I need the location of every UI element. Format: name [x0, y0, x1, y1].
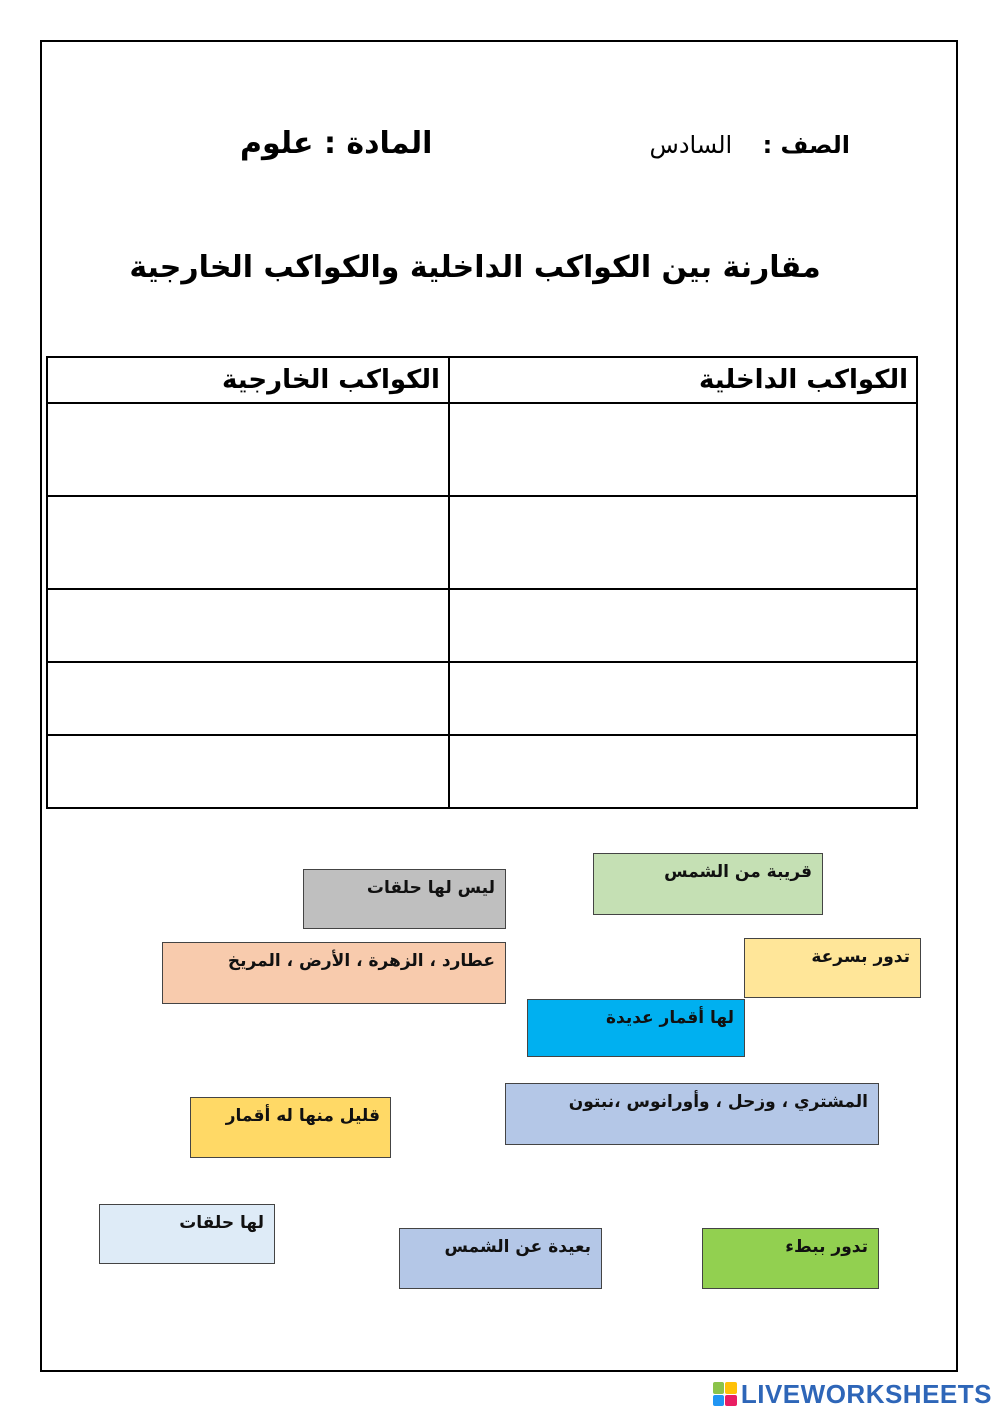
table-row	[47, 589, 917, 662]
grade-value: السادس	[649, 131, 733, 159]
drop-cell-inner[interactable]	[449, 589, 917, 662]
grade-line	[650, 131, 850, 159]
drag-card-close-to-sun[interactable]: قريبة من الشمس	[593, 853, 823, 915]
drag-card-no-rings[interactable]: ليس لها حلقات	[303, 869, 506, 929]
table-row	[47, 496, 917, 589]
drop-cell-outer[interactable]	[47, 662, 449, 735]
subject-line: المادة : علوم	[240, 126, 433, 161]
page-title: مقارنة بين الكواكب الداخلية والكواكب الخارجية	[129, 250, 821, 285]
grade-label: الصف :	[762, 131, 850, 159]
drop-cell-inner[interactable]	[449, 403, 917, 496]
drop-cell-outer[interactable]	[47, 735, 449, 808]
drag-card-rotate-fast[interactable]: تدور بسرعة	[744, 938, 921, 998]
liveworksheets-logo-icon	[713, 1382, 737, 1406]
drop-cell-outer[interactable]	[47, 589, 449, 662]
drop-cell-inner[interactable]	[449, 662, 917, 735]
drag-card-few-moons[interactable]: قليل منها له أقمار	[190, 1097, 391, 1158]
outer-planets-header: الكواكب الخارجية	[47, 357, 449, 403]
brand-footer	[713, 1380, 992, 1408]
drag-card-has-rings[interactable]: لها حلقات	[99, 1204, 275, 1264]
drop-cell-inner[interactable]	[449, 735, 917, 808]
drop-cell-inner[interactable]	[449, 496, 917, 589]
drag-card-many-moons[interactable]: لها أقمار عديدة	[527, 999, 745, 1057]
drag-card-rotate-slow[interactable]: تدور ببطء	[702, 1228, 879, 1289]
table-row	[47, 735, 917, 808]
drag-card-outer-planet-names[interactable]: المشتري ، وزحل ، وأورانوس ،نبتون	[505, 1083, 879, 1145]
drag-card-inner-planet-names[interactable]: عطارد ، الزهرة ، الأرض ، المريخ	[162, 942, 506, 1004]
drop-cell-outer[interactable]	[47, 403, 449, 496]
drop-cell-outer[interactable]	[47, 496, 449, 589]
table-row	[47, 403, 917, 496]
table-row	[47, 662, 917, 735]
drag-card-far-from-sun[interactable]: بعيدة عن الشمس	[399, 1228, 602, 1289]
comparison-table	[46, 356, 918, 809]
inner-planets-header: الكواكب الداخلية	[449, 357, 917, 403]
brand-name: LIVEWORKSHEETS	[740, 1378, 992, 1409]
